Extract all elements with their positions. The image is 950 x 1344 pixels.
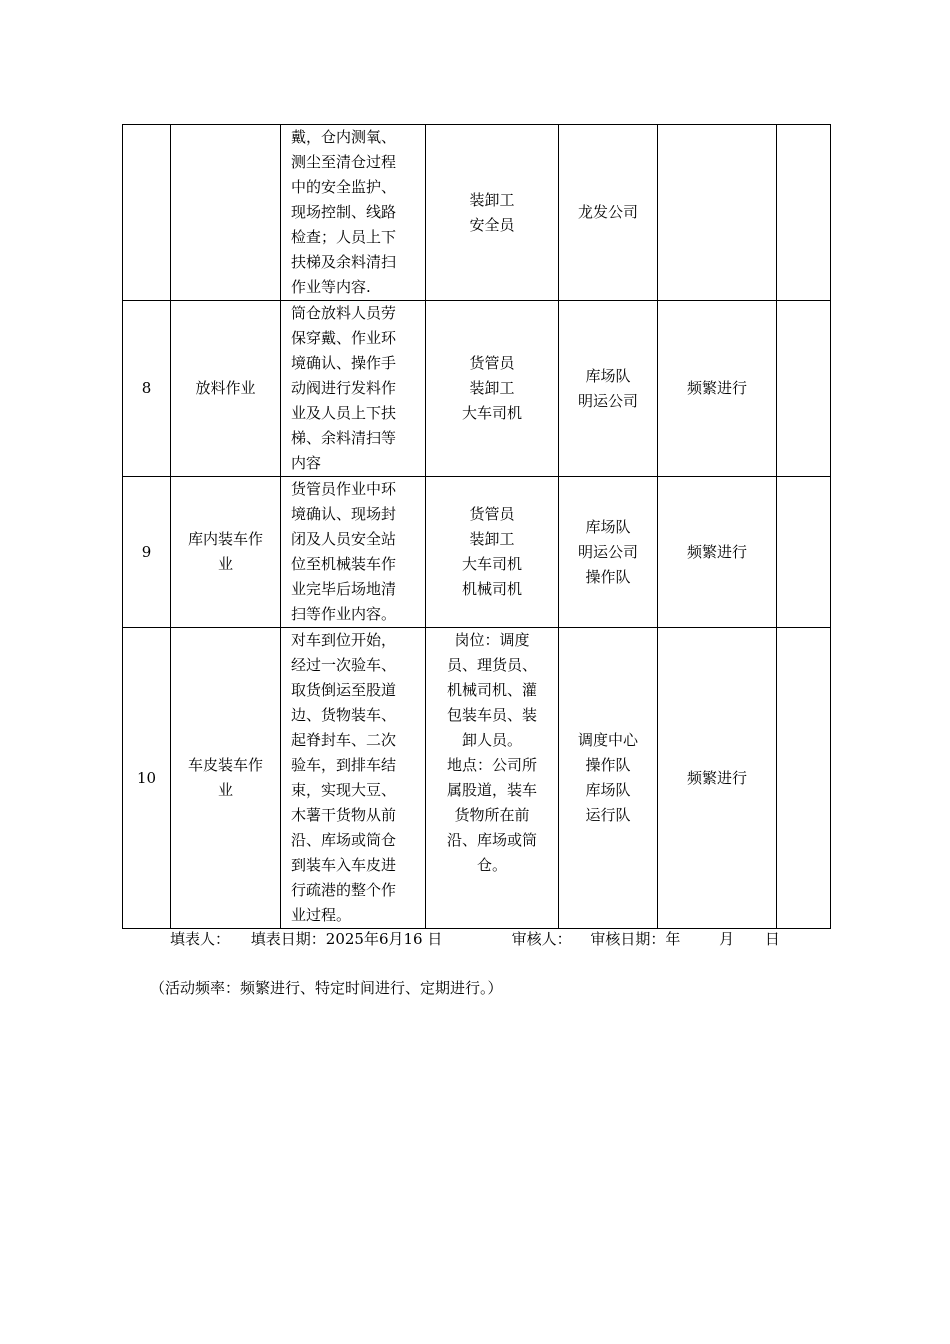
activity-table — [122, 124, 831, 929]
activity-name-line: 车皮装车作 — [187, 756, 263, 774]
frequency-cell: 频繁进行 — [658, 477, 777, 628]
activity-description-cell — [281, 628, 426, 929]
activity-description-cell — [281, 125, 426, 301]
description-line: 境确认、操作手 — [291, 354, 397, 372]
row-number-cell — [123, 125, 171, 301]
description-line: 闭及人员安全站 — [291, 530, 397, 548]
description-line: 中的安全监护、 — [291, 178, 397, 196]
description-line: 测尘至清仓过程 — [291, 153, 397, 171]
extra-cell — [777, 125, 831, 301]
personnel-line: 岗位：调度 — [454, 631, 530, 649]
row-number-cell: 10 — [123, 628, 171, 929]
description-line: 梯、余料清扫等 — [291, 429, 397, 447]
unit-line: 调度中心 — [577, 731, 638, 749]
personnel-line: 卸人员。 — [461, 731, 522, 749]
description-line: 货管员作业中环 — [291, 480, 397, 498]
unit-line: 明运公司 — [577, 391, 638, 410]
personnel-line: 装卸工 — [469, 379, 515, 397]
personnel-line: 安全员 — [469, 215, 515, 234]
personnel-line: 大车司机 — [461, 555, 522, 573]
activity-name-line: 放料作业 — [195, 379, 256, 397]
personnel-line: 装卸工 — [469, 530, 515, 548]
extra-cell — [777, 628, 831, 929]
responsible-unit-cell — [559, 125, 658, 301]
description-line: 业完毕后场地清 — [291, 580, 397, 598]
description-line: 木薯干货物从前 — [291, 806, 397, 824]
description-line: 边、货物装车、 — [291, 706, 397, 724]
personnel-cell — [426, 628, 559, 929]
frequency-cell: 频繁进行 — [658, 301, 777, 477]
description-line: 到装车入车皮进 — [291, 856, 397, 874]
extra-cell — [777, 477, 831, 628]
unit-line: 运行队 — [585, 806, 631, 824]
unit-line: 操作队 — [585, 756, 631, 774]
personnel-cell — [426, 125, 559, 301]
description-line: 动阀进行发料作 — [291, 379, 397, 397]
description-line: 位至机械装车作 — [291, 555, 397, 573]
table-row — [123, 628, 831, 929]
personnel-line: 货管员 — [469, 354, 515, 372]
description-line: 业过程。 — [291, 906, 352, 924]
table-body — [123, 125, 831, 929]
description-line: 检查；人员上下 — [291, 228, 397, 246]
frequency-note: （活动频率：频繁进行、特定时间进行、定期进行。） — [150, 979, 503, 997]
filler-label: 填表人： — [170, 930, 231, 948]
personnel-line: 属股道，装车 — [446, 781, 537, 799]
personnel-line: 沿、库场或筒 — [446, 831, 537, 849]
unit-line: 库场队 — [585, 366, 631, 385]
form-footer — [170, 928, 780, 950]
activity-name-cell — [171, 125, 281, 301]
review-month: 月 — [719, 930, 735, 948]
unit-line: 操作队 — [585, 567, 631, 586]
table-row — [123, 477, 831, 628]
personnel-line: 大车司机 — [461, 404, 522, 422]
personnel-cell — [426, 477, 559, 628]
personnel-line: 机械司机、灌 — [446, 681, 537, 699]
description-line: 扶梯及余料清扫 — [291, 253, 397, 271]
description-line: 扫等作业内容。 — [291, 605, 397, 623]
description-line: 作业等内容. — [291, 278, 371, 296]
description-line: 束，实现大豆、 — [291, 781, 397, 799]
unit-line: 明运公司 — [577, 542, 638, 561]
unit-line: 库场队 — [585, 517, 631, 536]
description-line: 对车到位开始， — [291, 631, 397, 649]
personnel-cell — [426, 301, 559, 477]
row-number-cell: 9 — [123, 477, 171, 628]
description-line: 取货倒运至股道 — [291, 681, 397, 699]
description-line: 现场控制、线路 — [291, 203, 397, 221]
description-line: 内容 — [291, 454, 322, 472]
personnel-line: 地点：公司所 — [446, 756, 537, 774]
personnel-line: 员、理货员、 — [446, 656, 537, 674]
personnel-line: 货管员 — [469, 505, 515, 523]
activity-name-line: 库内装车作 — [187, 530, 263, 548]
personnel-line: 货物所在前 — [454, 806, 530, 824]
activity-name-line: 业 — [217, 781, 233, 799]
personnel-line: 包装车员、装 — [446, 706, 537, 724]
frequency-cell: 频繁进行 — [658, 628, 777, 929]
activity-description-cell — [281, 477, 426, 628]
description-line: 沿、库场或筒仓 — [291, 831, 397, 849]
personnel-line: 机械司机 — [461, 580, 522, 598]
personnel-line: 装卸工 — [469, 190, 515, 209]
responsible-unit-cell — [559, 628, 658, 929]
description-line: 筒仓放料人员劳 — [291, 304, 397, 322]
fill-date-label: 填表日期：2025年6月16 日 — [250, 930, 443, 948]
reviewer-label: 审核人： — [511, 930, 572, 948]
description-line: 起脊封车、二次 — [291, 731, 397, 749]
activity-name-cell — [171, 628, 281, 929]
activity-name-cell — [171, 477, 281, 628]
row-number-cell: 8 — [123, 301, 171, 477]
description-line: 经过一次验车、 — [291, 656, 397, 674]
unit-line: 库场队 — [585, 781, 631, 799]
responsible-unit-cell — [559, 301, 658, 477]
description-line: 行疏港的整个作 — [291, 881, 397, 899]
activity-name-cell — [171, 301, 281, 477]
responsible-unit-cell — [559, 477, 658, 628]
activity-name-line: 业 — [217, 555, 233, 573]
extra-cell — [777, 301, 831, 477]
frequency-cell — [658, 125, 777, 301]
description-line: 境确认、现场封 — [291, 505, 397, 523]
review-day: 日 — [764, 930, 780, 948]
table-row — [123, 125, 831, 301]
activity-description-cell — [281, 301, 426, 477]
description-line: 验车，到排车结 — [291, 756, 397, 774]
description-line: 业及人员上下扶 — [291, 404, 397, 422]
description-line: 保穿戴、作业环 — [291, 329, 397, 347]
description-line: 戴，仓内测氧、 — [291, 128, 397, 146]
table-row — [123, 301, 831, 477]
review-date-label: 审核日期：年 — [590, 930, 681, 948]
personnel-line: 仓。 — [476, 856, 507, 874]
unit-line: 龙发公司 — [577, 203, 638, 221]
